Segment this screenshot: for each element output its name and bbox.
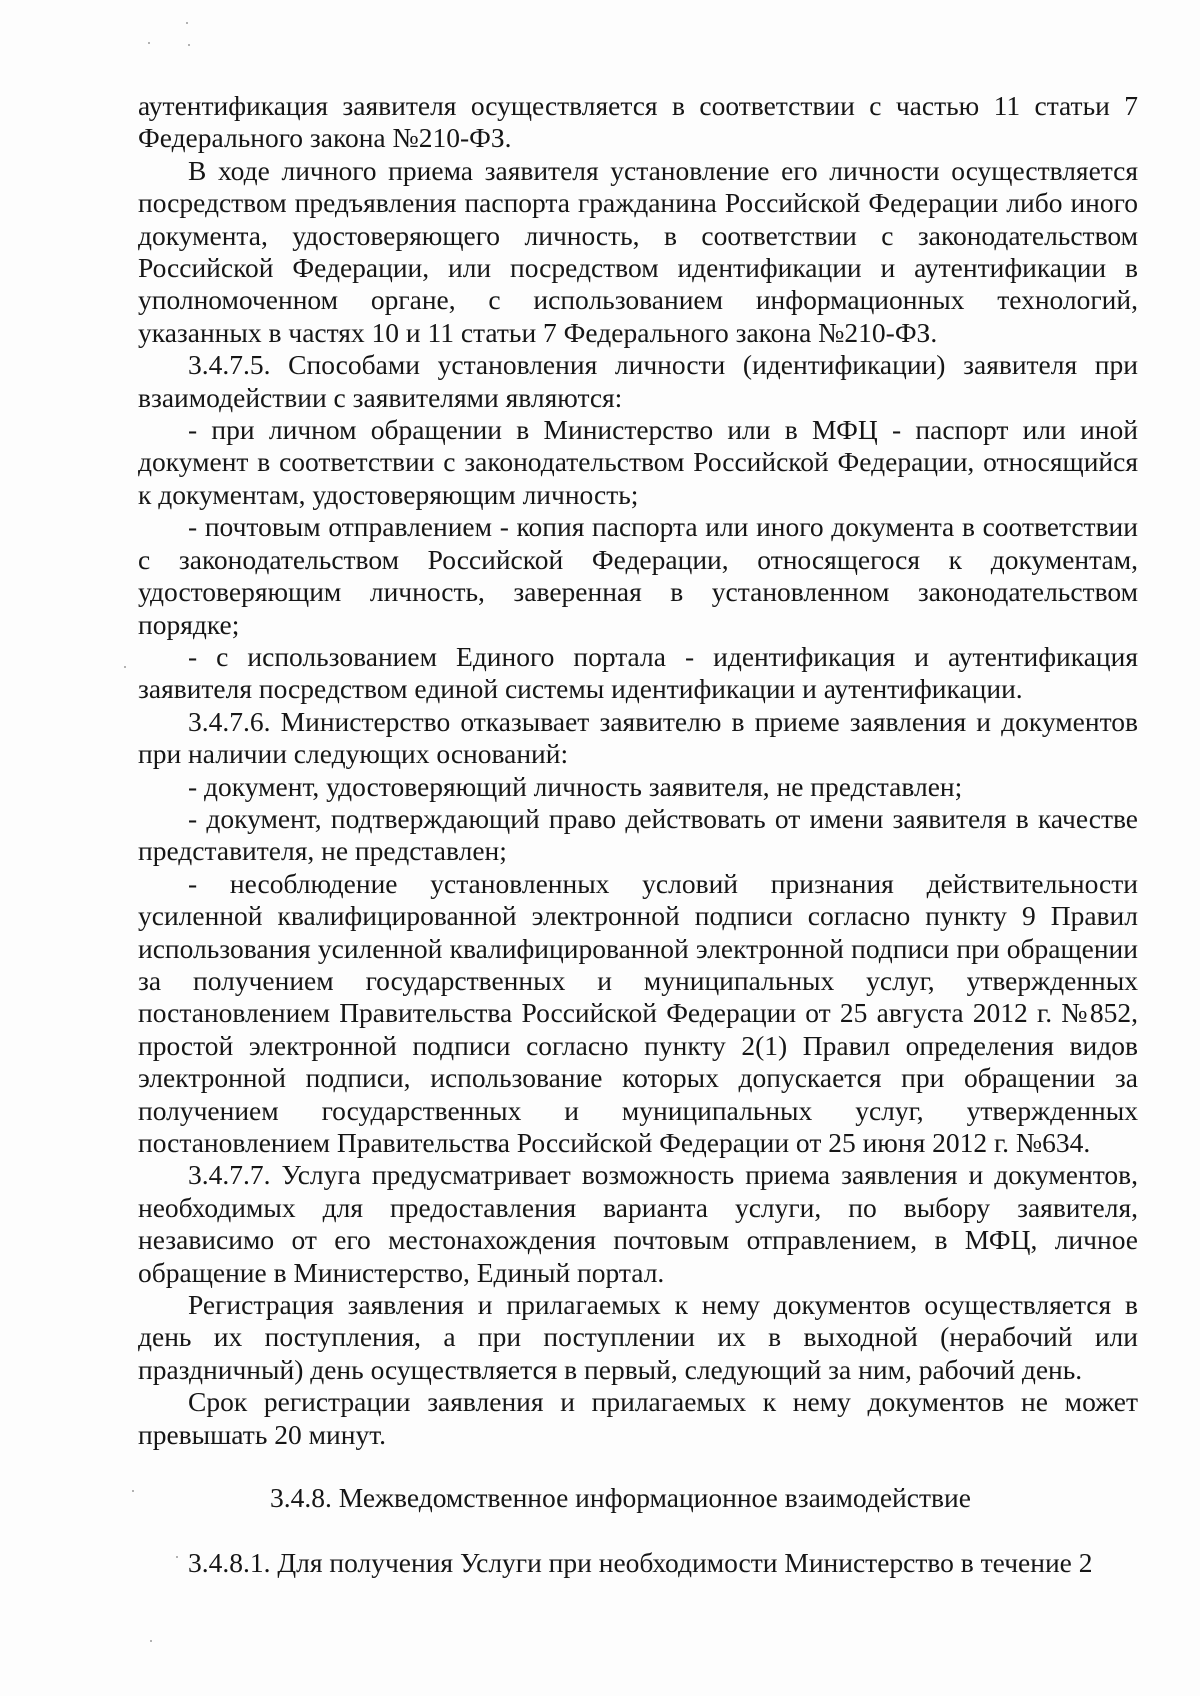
paragraph-authentication-continuation: аутентификация заявителя осуществляется в соответствии с частью 11 статьи 7 Федерального закона №210-ФЗ. [138, 90, 1138, 154]
list-item-unified-portal: - с использованием Единого портала - идентификация и аутентификация заявителя посредством единой системы идентификации и аутентификации. [138, 640, 1138, 705]
paragraph-3-4-8-1: 3.4.8.1. Для получения Услуги при необходимости Министерство в течение 2 [188, 1547, 1093, 1579]
list-item-signature-noncompliance: - несоблюдение установленных условий признания действительности усиленной квалифицированной электронной подписи согласно пункту 9 Правил использования усиленной квалифицированной электронной подписи при обращении за получением государственных и муниципальных услуг, утвержденных постановлением Правительства Российской Федерации от 25 августа 2012 г. №852, простой электронной подписи согласно пункту 2(1) Правил определения видов электронной подписи, использование которых допускается при обращении за получением государственных и муниципальных услуг, утвержденных постановлением Правительства Российской Федерации от 25 июня 2012 г. №634. [138, 867, 1138, 1158]
paragraph-3-4-7-7: 3.4.7.7. Услуга предусматривает возможность приема заявления и документов, необходимых для предоставления варианта услуги, по выбору заявителя, независимо от его местонахождения почтовым отправлением, в МФЦ, личное обращение в Министерство, Единый портал. [138, 1159, 1138, 1288]
scan-speck [186, 22, 188, 24]
scan-speck [148, 42, 150, 44]
paragraph-3-4-7-5: 3.4.7.5. Способами установления личности (идентификации) заявителя при взаимодействии с заявителями являются: [138, 349, 1138, 413]
paragraph-registration: Регистрация заявления и прилагаемых к нему документов осуществляется в день их поступления, а при поступлении их в выходной (нерабочий или праздничный) день осуществляется в первый, следующий за ним, рабочий день. [138, 1289, 1138, 1385]
document-body [138, 90, 1138, 1580]
paragraph-personal-reception: В ходе личного приема заявителя установление его личности осуществляется посредством предъявления паспорта гражданина Российской Федерации либо иного документа, удостоверяющего личность, в соответствии с законодательством Российской Федерации, или посредством идентификации и аутентификации в уполномоченном органе, с использованием информационных технологий, указанных в частях 10 и 11 статьи 7 Федерального закона №210-ФЗ. [138, 154, 1138, 348]
scan-speck [176, 1556, 178, 1558]
scan-speck [132, 1490, 134, 1492]
scan-speck [124, 666, 126, 668]
scan-speck [150, 1640, 152, 1642]
paragraph-3-4-7-6: 3.4.7.6. Министерство отказывает заявителю в приеме заявления и документов при наличии следующих оснований: [138, 705, 1138, 770]
scan-speck [188, 44, 190, 46]
list-item-no-id-document: - документ, удостоверяющий личность заявителя, не представлен; [188, 770, 963, 802]
list-item-personal-visit: - при личном обращении в Министерство или в МФЦ - паспорт или иной документ в соответствии с законодательством Российской Федерации, относящийся к документам, удостоверяющим личность; [138, 414, 1138, 510]
section-heading-3-4-8: 3.4.8. Межведомственное информационное взаимодействие [270, 1482, 971, 1514]
paragraph-registration-term: Срок регистрации заявления и прилагаемых к нему документов не может превышать 20 минут. [138, 1386, 1138, 1450]
list-item-no-authority-document: - документ, подтверждающий право действовать от имени заявителя в качестве представителя, не представлен; [138, 802, 1138, 867]
list-item-postal: - почтовым отправлением - копия паспорта или иного документа в соответствии с законодательством Российской Федерации, относящегося к документам, удостоверяющим личность, заверенная в установленном законодательством порядке; [138, 511, 1138, 640]
